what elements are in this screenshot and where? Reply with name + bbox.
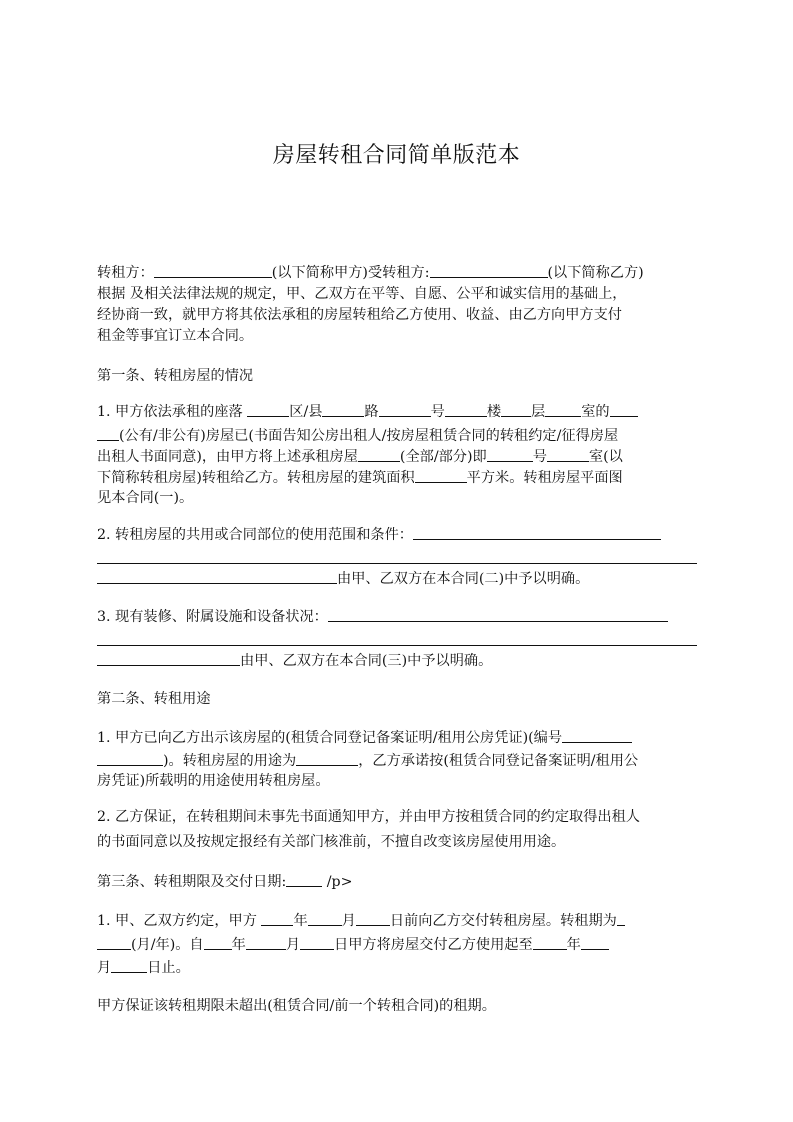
registration-number-blank-2[interactable]: [97, 750, 163, 766]
clause-text: )。转租房屋的用途为: [163, 753, 297, 769]
clause-2-2-line-2: 的书面同意以及按规定报经有关部门核准前，不擅自改变该房屋使用用途。: [97, 834, 566, 850]
clause-1-1-line-5: 见本合同(一)。: [97, 490, 194, 506]
clause-3-1-line-1: [97, 910, 625, 931]
building-label: 楼: [486, 404, 502, 420]
term-guarantee: 甲方保证该转租期限未超出(租赁合同/前一个转租合同)的租期。: [97, 998, 496, 1014]
year-label: 年: [231, 937, 246, 953]
clause-text: 1. 甲方依法承租的座落: [97, 404, 243, 420]
term-blank[interactable]: [617, 910, 625, 926]
clause-1-1-line-3: [97, 446, 623, 467]
document-title: 房屋转租合同简单版范本: [272, 143, 521, 168]
clause-1-2-line-1: [97, 524, 661, 545]
clause-text: 日前向乙方交付转租房屋。转租期为: [389, 913, 617, 929]
common-area-blank-2[interactable]: [97, 568, 337, 584]
clause-text: 1. 甲方已向乙方出示该房屋的(租赁合同登记备案证明/租用公房凭证)(编号: [97, 730, 563, 746]
term-blank-2[interactable]: [97, 934, 131, 950]
clause-text: 日止。: [147, 960, 190, 976]
heading-stray-text: /p>: [322, 874, 353, 890]
usage-blank[interactable]: [296, 750, 358, 766]
delivery-date-blank[interactable]: [286, 871, 322, 887]
clause-text: 3. 现有装修、附属设施和设备状况：: [97, 609, 328, 625]
number-label: 号: [532, 449, 547, 465]
ownership-blank[interactable]: [97, 425, 119, 441]
clause-text: (月/年)。自: [131, 937, 204, 953]
sublet-room-blank[interactable]: [547, 446, 589, 462]
heading-text: 第三条、转租期限及交付日期:: [97, 874, 287, 890]
lessor-name-blank[interactable]: [154, 262, 272, 278]
clause-1-3-line-1: [97, 606, 668, 627]
clause-3-1-line-2: [97, 934, 609, 955]
clause-3-1-line-3: [97, 957, 190, 978]
year-label: 年: [293, 913, 308, 929]
clause-2-1-line-2: [97, 750, 638, 771]
lessee-label: (以下简称甲方)受转租方:: [271, 265, 430, 281]
month-label: 月: [341, 913, 356, 929]
delivery-month-blank[interactable]: [308, 910, 342, 926]
clause-1-2-line-3: [97, 568, 589, 589]
delivery-year-blank[interactable]: [261, 910, 293, 926]
scope-blank[interactable]: [358, 446, 400, 462]
clause-text: 下简称转租房屋)转租给乙方。转租房屋的建筑面积: [97, 470, 415, 486]
facilities-blank[interactable]: [328, 606, 668, 622]
clause-text: 出租人书面同意)，由甲方将上述承租房屋: [97, 449, 358, 465]
district-blank[interactable]: [247, 401, 289, 417]
article-2-heading: 第二条、转租用途: [97, 691, 211, 707]
clause-1-1-line-4: [97, 467, 623, 488]
clause-2-1-line-3: 房凭证)所载明的用途使用转租房屋。: [97, 773, 330, 789]
clause-1-1-line-2: [97, 425, 618, 446]
article-1-heading: 第一条、转租房屋的情况: [97, 368, 254, 384]
end-day-blank[interactable]: [111, 957, 147, 973]
room-continue-blank[interactable]: [610, 401, 638, 417]
clause-text: 由甲、乙双方在本合同(三)中予以明确。: [240, 653, 493, 669]
room-label: 室(以: [588, 449, 623, 465]
clause-2-1-line-1: [97, 727, 632, 748]
facilities-blank-2[interactable]: [97, 650, 240, 666]
article-3-heading: [97, 871, 352, 892]
area-blank[interactable]: [415, 467, 467, 483]
clause-text: (全部/部分)即: [399, 449, 487, 465]
end-month-blank-a[interactable]: [581, 934, 609, 950]
clause-text: (公有/非公有)房屋已(书面告知公房出租人/按房屋租赁合同的转租约定/征得房屋: [119, 428, 619, 444]
delivery-day-blank[interactable]: [356, 910, 390, 926]
clause-text: 1. 甲、乙双方约定，甲方: [97, 913, 257, 929]
floor-blank[interactable]: [501, 401, 531, 417]
lessee-name-blank[interactable]: [430, 262, 548, 278]
clause-text: 日甲方将房屋交付乙方使用起至: [334, 937, 533, 953]
facilities-blank-line[interactable]: [97, 645, 697, 646]
common-area-blank-line[interactable]: [97, 563, 697, 564]
registration-number-blank[interactable]: [562, 727, 632, 743]
end-year-blank[interactable]: [533, 934, 567, 950]
floor-label: 层: [531, 404, 546, 420]
district-label: 区/县: [289, 404, 323, 420]
clause-text: ，乙方承诺按(租赁合同登记备案证明/租用公: [358, 753, 639, 769]
clause-text: 由甲、乙双方在本合同(二)中予以明确。: [337, 571, 590, 587]
clause-1-3-line-3: [97, 650, 492, 671]
road-label: 路: [364, 404, 379, 420]
intro-line-1: [97, 262, 644, 283]
number-blank[interactable]: [379, 401, 431, 417]
lessor-label: 转租方：: [97, 265, 154, 281]
lessee-abbrev: (以下简称乙方): [547, 265, 644, 281]
road-blank[interactable]: [322, 401, 364, 417]
room-blank[interactable]: [545, 401, 581, 417]
building-blank[interactable]: [445, 401, 487, 417]
room-label: 室的: [581, 404, 610, 420]
common-area-blank[interactable]: [413, 524, 661, 540]
clause-1-1-line-1: [97, 401, 638, 422]
number-label: 号: [430, 404, 445, 420]
start-day-blank[interactable]: [300, 934, 334, 950]
month-label: 月: [285, 937, 301, 953]
intro-line-3: 经协商一致，就甲方将其依法承租的房屋转租给乙方使用、收益、由乙方向甲方支付: [97, 307, 622, 323]
start-month-blank[interactable]: [246, 934, 286, 950]
clause-text: 平方米。转租房屋平面图: [466, 470, 623, 486]
intro-line-4: 租金等事宜订立本合同。: [97, 328, 254, 344]
clause-2-2-line-1: 2. 乙方保证，在转租期间未事先书面通知甲方，并由甲方按租赁合同的约定取得出租人: [97, 809, 640, 825]
intro-line-2: 根据 及相关法律法规的规定，甲、乙双方在平等、自愿、公平和诚实信用的基础上，: [97, 286, 627, 302]
clause-text: 2. 转租房屋的共用或合同部位的使用范围和条件：: [97, 527, 413, 543]
sublet-number-blank[interactable]: [487, 446, 533, 462]
start-year-blank[interactable]: [204, 934, 232, 950]
month-label: 月: [97, 960, 112, 976]
year-label: 年: [566, 937, 581, 953]
